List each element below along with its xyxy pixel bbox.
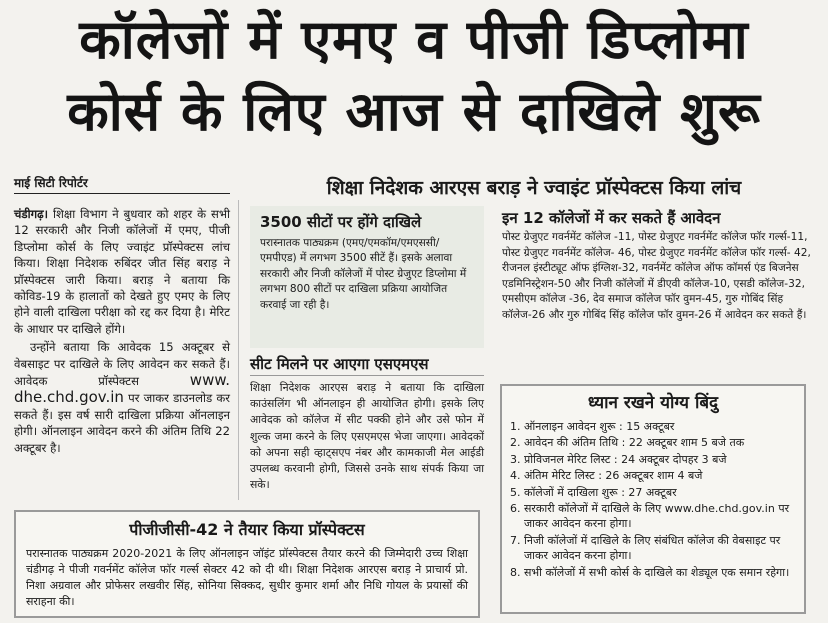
seats-box-title: 3500 सीटों पर होंगे दाखिले bbox=[260, 213, 422, 231]
seats-box bbox=[250, 206, 484, 348]
key-point: 6. सरकारी कॉलेजों में दाखिले के लिए www.dhe.chd.gov.in पर जाकर आवेदन करना होगा। bbox=[524, 501, 804, 532]
subheadline: शिक्षा निदेशक आरएस बराड़ ने ज्वाइंट प्रॉस्पेक्टस किया लांच bbox=[326, 177, 742, 199]
colleges-section-title: इन 12 कॉलेजों में कर सकते हैं आवेदन bbox=[502, 209, 721, 227]
key-point: 8. सभी कॉलेजों में सभी कोर्स के दाखिले का शेड्यूल एक समान रहेगा। bbox=[524, 565, 804, 580]
colleges-section-text: पोस्ट ग्रेजुएट गवर्नमेंट कॉलेज -11, पोस्ट ग्रेजुएट गवर्नमेंट कॉलेज फॉर गर्ल्स-11, पोस्ट ग्रेजुएट गवर्नमेंट कॉलेज- 46, पोस्ट ग्रेजुएट गवर्नमेंट कॉलेज फॉर गर्ल्स- 42, रीजनल इंस्टीट्यूट ऑफ इंग्लिश-32, गवर्नमेंट कॉलेज ऑफ कॉमर्स एंड बिजनेस एडमिनिस्ट्रेशन-50 और निजी कॉलेजों में डीएवी कॉलेज-10, एसडी कॉलेज-32, एमसीएम कॉलेज -36, देव समाज कॉलेज फॉर वुमन-45, गुरु गोबिंद सिंह कॉलेज-26 और गुरु गोबिंद सिंह कॉलेज फॉर वुमन-26 में आवेदन कर सकते हैं। bbox=[502, 231, 811, 321]
article-para-2b: पर जाकर डाउनलोड कर सकते हैं। इस वर्ष सारी दाखिला प्रक्रिया ऑनलाइन होगी। ऑनलाइन आवेदन करने की अंतिम तिथि 22 अक्टूबर है। bbox=[14, 391, 231, 455]
headline-line-2: कोर्स के लिए आज से दाखिले शुरू bbox=[67, 80, 761, 143]
article-para-2a: उन्होंने बताया कि आवेदक 15 अक्टूबर से वेबसाइट पर दाखिले के लिए आवेदन कर सकते हैं। आवेदक प्रॉस्पेक्टस bbox=[14, 340, 230, 389]
key-points-list bbox=[502, 419, 804, 580]
key-point: 5. कॉलेजों में दाखिला शुरू : 27 अक्टूबर bbox=[524, 485, 804, 500]
headline-line-1: कॉलेजों में एमए व पीजी डिप्लोमा bbox=[79, 8, 749, 71]
website-url-part2: dhe.chd.gov.in bbox=[14, 388, 124, 407]
key-points-title: ध्यान रखने योग्य बिंदु bbox=[587, 393, 719, 413]
article-para-1 bbox=[14, 206, 230, 337]
dateline: चंडीगढ़। bbox=[14, 207, 49, 221]
reporter-byline: माई सिटी रिपोर्टर bbox=[14, 176, 88, 190]
main-article-text bbox=[14, 206, 230, 458]
column-divider bbox=[238, 200, 239, 500]
seats-box-text: परास्नातक पाठ्यक्रम (एमए/एमकॉम/एमएससी/एमपीएड) में लगभग 3500 सीटें हैं। इसके अलावा सरकारी और निजी कॉलेजों में पोस्ट ग्रेजुएट डिप्लोमा में लगभग 800 सीटों पर दाखिला प्रक्रिया आयोजित करवाई जा रही है। bbox=[260, 237, 467, 311]
pggc-box bbox=[14, 510, 480, 618]
key-point: 4. अंतिम मेरिट लिस्ट : 26 अक्टूबर शाम 4 बजे bbox=[524, 468, 804, 483]
key-point: 3. प्रोविजनल मेरिट लिस्ट : 24 अक्टूबर दोपहर 3 बजे bbox=[524, 452, 804, 467]
key-point: 2. आवेदन की अंतिम तिथि : 22 अक्टूबर शाम 5 बजे तक bbox=[524, 435, 804, 450]
sms-section-title: सीट मिलने पर आएगा एसएमएस bbox=[250, 355, 429, 373]
pggc-box-text: परास्नातक पाठ्यक्रम 2020-2021 के लिए ऑनलाइन जॉइंट प्रॉस्पेक्टस तैयार करने की जिम्मेदारी उच्च शिक्षा चंडीगढ़ ने पीजी गवर्नमेंट कॉलेज फॉर गर्ल्स सेक्टर 42 को दी थी। शिक्षा निदेशक आरएस बराड़ ने प्राचार्य प्रो. निशा अग्रवाल और प्रोफेसर लखवीर सिंह, सोनिया सिक्कद, सुधीर कुमार शर्मा और निधि गोयल के प्रयासों की सराहना की। bbox=[26, 547, 468, 608]
sms-section-text: शिक्षा निदेशक आरएस बराड़ ने बताया कि दाखिला काउंसलिंग भी ऑनलाइन ही आयोजित होगी। इसके लिए आवेदक को कॉलेज में सीट पक्की होने और उसे फोन में शुल्क जमा करने के लिए एसएमएस भेजा जाएगा। आवेदकों को अपना सही व्हाट्सएप नंबर और कामकाजी मेल आईडी उपलब्ध करवानी होगी, जिससे उनके साथ संपर्क किया जा सके। bbox=[250, 381, 484, 492]
key-point: 7. निजी कॉलेजों में दाखिले के लिए संबंधित कॉलेज की वेबसाइट पर जाकर आवेदन करना होगा। bbox=[524, 533, 804, 564]
article-para-1-text: शिक्षा विभाग ने बुधवार को शहर के सभी 12 सरकारी और निजी कॉलेजों में एमए, पीजी डिप्लोमा कोर्स के लिए ज्वाइंट प्रॉस्पेक्टस लांच किया। शिक्षा निदेशक रुबिंदर जीत सिंह बराड़ ने प्रॉस्पेक्टस जारी किया। बराड़ ने बताया कि कोविड-19 के हालातों को देखते हुए एमए के लिए होने वाली दाखिला परीक्षा को रद्द कर दिया है। मेरिट के आधार पर दाखिले होंगे। bbox=[14, 207, 231, 336]
byline-rule bbox=[14, 193, 230, 194]
sms-title-rule bbox=[250, 375, 484, 376]
pggc-box-title: पीजीजीसी-42 ने तैयार किया प्रॉस्पेक्टस bbox=[129, 520, 365, 539]
article-para-2 bbox=[14, 339, 230, 456]
key-point: 1. ऑनलाइन आवेदन शुरू : 15 अक्टूबर bbox=[524, 419, 804, 434]
key-points-box bbox=[500, 384, 806, 614]
website-url-part1: www. bbox=[189, 371, 230, 390]
